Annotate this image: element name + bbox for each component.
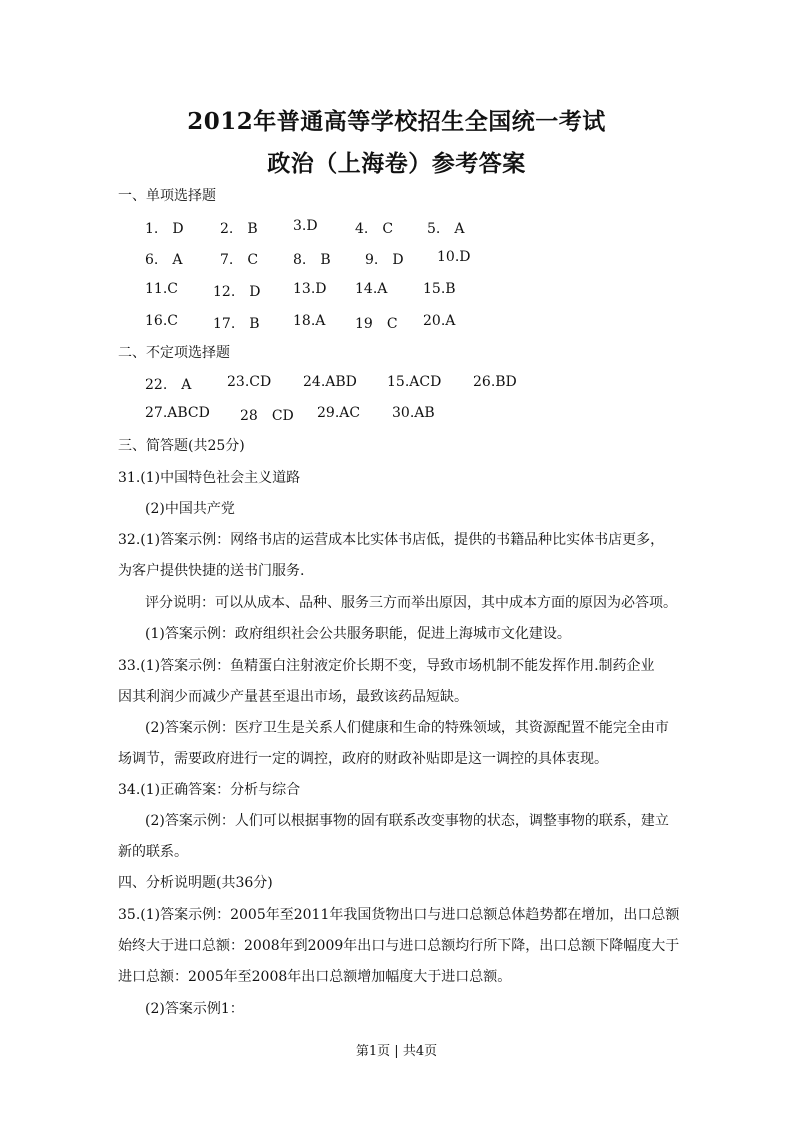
answer-item: 1. D: [145, 221, 184, 237]
answer-line: 因其利润少而减少产量甚至退出市场，最致该药品短缺。: [118, 689, 468, 705]
answer-line: 新的联系。: [118, 844, 188, 860]
answer-line: 为客户提供快捷的送书门服务.: [118, 563, 305, 579]
answer-item: 22. A: [145, 377, 192, 393]
answer-line: 33.(1)答案示例：鱼精蛋白注射液定价长期不变，导致市场机制不能发挥作用.制药企业: [118, 658, 655, 674]
scoring-note: 评分说明：可以从成本、品种、服务三方而举出原因，其中成本方面的原因为必答项。: [145, 595, 677, 611]
answer-item: 13.D: [293, 281, 327, 297]
answer-item: 15.B: [423, 281, 456, 297]
answer-line: (1)答案示例：政府组织社会公共服务职能，促进上海城市文化建设。: [145, 626, 571, 642]
answer-item: 7. C: [220, 252, 259, 268]
answer-item: 18.A: [293, 313, 326, 329]
answer-line: 场调节，需要政府进行一定的调控，政府的财政补贴即是这一调控的具体衷现。: [118, 751, 608, 767]
answer-item: 27.ABCD: [145, 405, 210, 421]
answer-line: 始终大于进口总额：2008年到2009年出口与进口总额均行所下降，出口总额下降幅度大于: [118, 938, 680, 954]
section-heading-short-answer: 三、简答题(共25分): [118, 438, 245, 454]
answer-line: 34.(1)正确答案：分析与综合: [118, 782, 301, 798]
answer-item: 19 C: [355, 316, 398, 332]
answer-line: 进口总额：2005年至2008年出口总额增加幅度大于进口总额。: [118, 969, 512, 985]
section-heading-multiple-choice: 二、不定项选择题: [118, 345, 230, 361]
answer-item: 12. D: [213, 284, 261, 300]
answer-line: (2)答案示例：医疗卫生是关系人们健康和生命的特殊领域，其资源配置不能完全由市: [145, 720, 669, 736]
answer-item: 20.A: [423, 313, 456, 329]
answer-item: 11.C: [145, 281, 178, 297]
answer-item: 16.C: [145, 313, 178, 329]
answer-line: (2)答案示例1：: [145, 1001, 244, 1017]
answer-line: 35.(1)答案示例：2005年至2011年我国货物出口与进口总额总体趋势都在增加，出口总额: [118, 907, 680, 923]
answer-item: 17. B: [213, 316, 260, 332]
section-heading-single-choice: 一、单项选择题: [118, 188, 216, 204]
answer-item: 29.AC: [317, 405, 361, 421]
answer-item: 4. C: [355, 221, 394, 237]
answer-line: (2)中国共产党: [145, 501, 235, 517]
section-heading-analysis: 四、分析说明题(共36分): [118, 875, 273, 891]
answer-item: 15.ACD: [387, 374, 442, 390]
answer-item: 5. A: [427, 221, 465, 237]
answer-item: 26.BD: [473, 374, 517, 390]
answer-line: 32.(1)答案示例：网络书店的运营成本比实体书店低，提供的书籍品种比实体书店更多，: [118, 532, 665, 548]
answer-item: 28 CD: [240, 408, 294, 424]
answer-line: (2)答案示例：人们可以根据事物的固有联系改变事物的状态，调整事物的联系，建立: [145, 813, 669, 829]
answer-item: 23.CD: [227, 374, 272, 390]
page-footer: 第1页 | 共4页: [355, 1044, 438, 1059]
answer-item: 6. A: [145, 252, 183, 268]
answer-item: 2. B: [220, 221, 258, 237]
answer-item: 9. D: [365, 252, 404, 268]
answer-item: 30.AB: [392, 405, 435, 421]
answer-item: 8. B: [293, 252, 331, 268]
answer-item: 24.ABD: [303, 374, 357, 390]
document-subtitle: 政治（上海卷）参考答案: [267, 150, 526, 177]
answer-item: 3.D: [293, 218, 318, 234]
answer-line: 31.(1)中国特色社会主义道路: [118, 470, 301, 486]
answer-item: 10.D: [437, 249, 471, 265]
document-title: 2012年普通高等学校招生全国统一考试: [187, 108, 606, 135]
answer-item: 14.A: [355, 281, 388, 297]
